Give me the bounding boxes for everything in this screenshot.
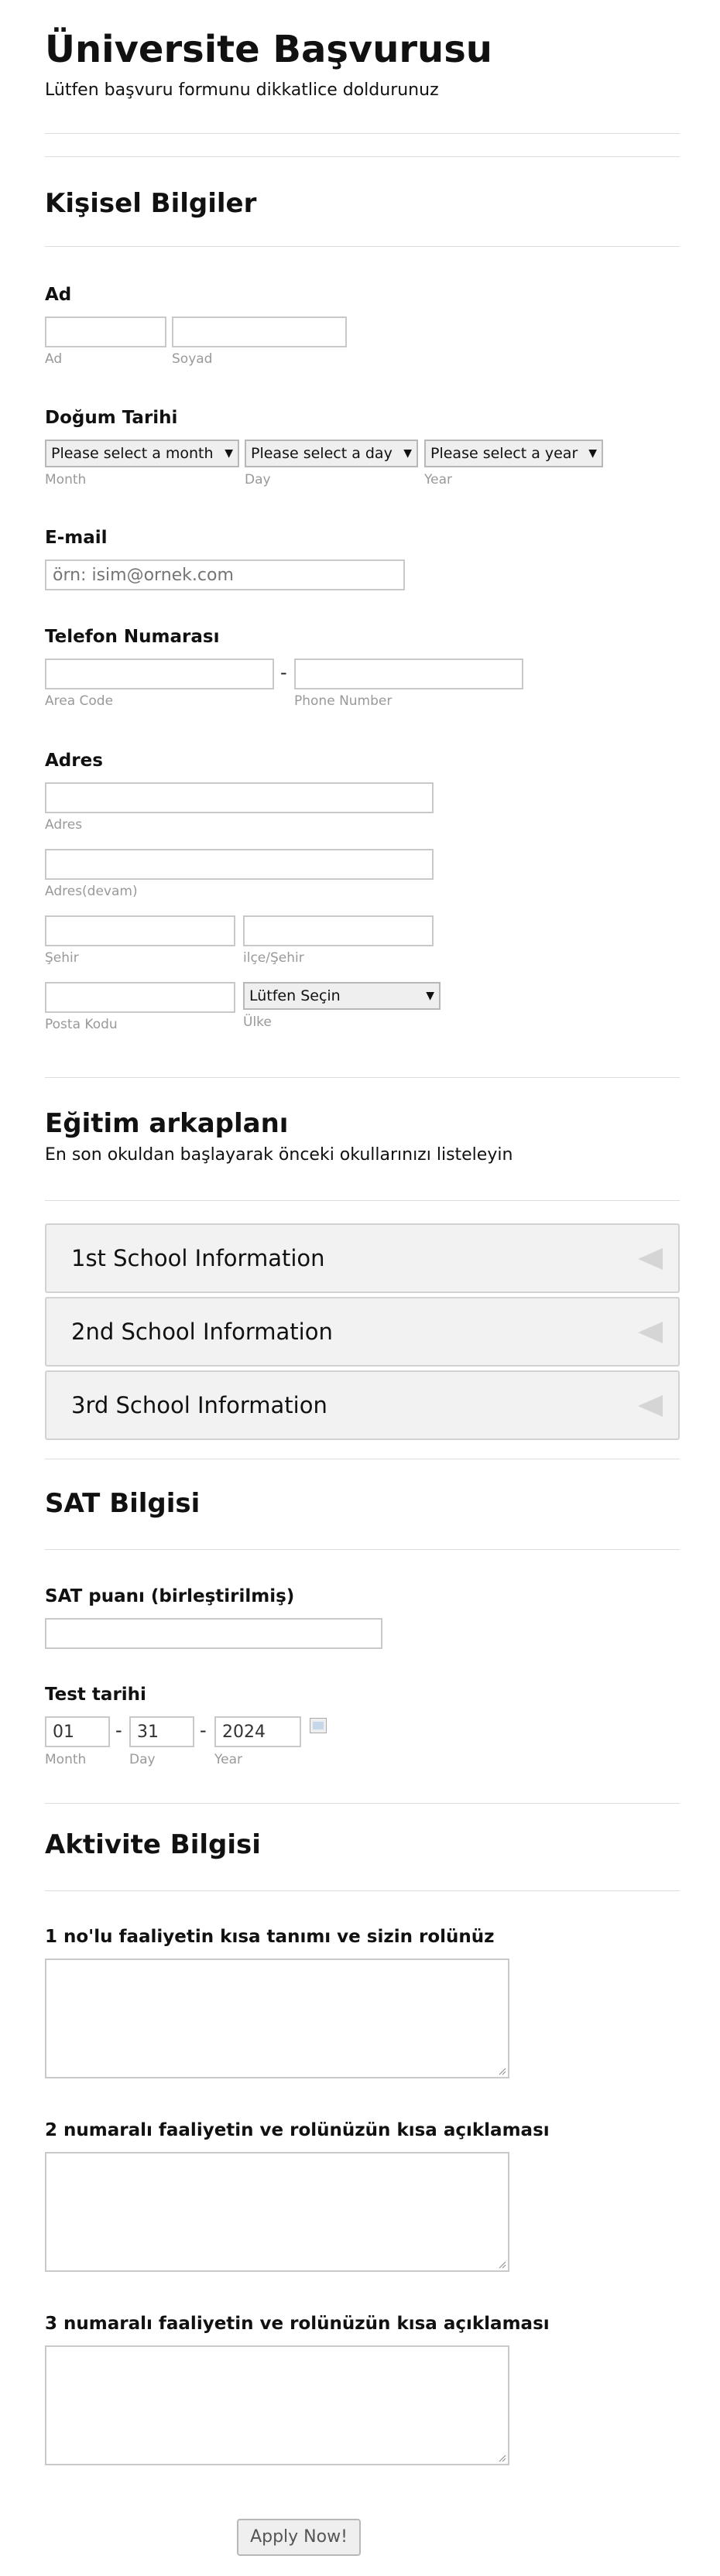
- country-value: Lütfen Seçin: [249, 987, 341, 1004]
- first-name-sublabel: Ad: [45, 351, 63, 367]
- birth-day-sublabel: Day: [245, 472, 271, 487]
- resize-grip-icon[interactable]: [497, 2453, 506, 2462]
- address-line1-input[interactable]: [45, 782, 434, 813]
- section-heading-personal: Kişisel Bilgiler: [45, 188, 257, 219]
- accordion-school-3[interactable]: [45, 1370, 680, 1440]
- test-day-input[interactable]: [129, 1716, 194, 1747]
- calendar-icon[interactable]: [310, 1718, 327, 1733]
- divider: [45, 1803, 680, 1804]
- education-subtitle: En son okuldan başlayarak önceki okullarınızı listeleyin: [45, 1145, 513, 1165]
- activity-3-label: 3 numaralı faaliyetin ve rolünüzün kısa açıklaması: [45, 2314, 550, 2334]
- activity-2-label: 2 numaralı faaliyetin ve rolünüzün kısa açıklaması: [45, 2120, 550, 2140]
- section-heading-activity: Aktivite Bilgisi: [45, 1829, 261, 1860]
- area-code-sublabel: Area Code: [45, 693, 114, 709]
- section-heading-education: Eğitim arkaplanı: [45, 1108, 289, 1139]
- email-label: E-mail: [45, 528, 108, 548]
- birth-month-select[interactable]: [45, 440, 239, 467]
- sat-score-label: SAT puanı (birleştirilmiş): [45, 1586, 295, 1606]
- last-name-input[interactable]: [172, 316, 347, 347]
- accordion-school-1[interactable]: [45, 1223, 680, 1293]
- resize-grip-icon[interactable]: [497, 2066, 506, 2075]
- test-day-sublabel: Day: [129, 1752, 156, 1767]
- area-code-input[interactable]: [45, 659, 274, 689]
- birth-date-label: Doğum Tarihi: [45, 408, 178, 428]
- city-sublabel: Şehir: [45, 950, 79, 966]
- activity-2-textarea[interactable]: [45, 2152, 509, 2272]
- last-name-sublabel: Soyad: [172, 351, 213, 367]
- page-subtitle: Lütfen başvuru formunu dikkatlice doldurunuz: [45, 80, 439, 100]
- test-year-input[interactable]: [214, 1716, 301, 1747]
- email-input[interactable]: [45, 559, 405, 590]
- name-label: Ad: [45, 285, 72, 305]
- test-month-sublabel: Month: [45, 1752, 87, 1767]
- city-input[interactable]: [45, 915, 235, 946]
- divider: [45, 1200, 680, 1201]
- birth-year-select[interactable]: [424, 440, 603, 467]
- expand-arrow-icon: [638, 1395, 663, 1417]
- birth-day-select[interactable]: [245, 440, 418, 467]
- chevron-down-icon: ▼: [403, 447, 412, 460]
- chevron-down-icon: ▼: [426, 990, 434, 1002]
- resize-grip-icon[interactable]: [497, 2260, 506, 2269]
- zip-code-sublabel: Posta Kodu: [45, 1017, 118, 1032]
- birth-year-value: Please select a year: [430, 445, 578, 462]
- address-line1-sublabel: Adres: [45, 817, 83, 833]
- zip-code-input[interactable]: [45, 982, 235, 1013]
- phone-separator: -: [280, 662, 287, 683]
- divider: [45, 246, 680, 247]
- birth-day-value: Please select a day: [251, 445, 393, 462]
- expand-arrow-icon: [638, 1248, 663, 1270]
- activity-3-textarea[interactable]: [45, 2345, 509, 2465]
- address-line2-sublabel: Adres(devam): [45, 884, 138, 899]
- test-date-label: Test tarihi: [45, 1685, 146, 1705]
- birth-year-sublabel: Year: [424, 472, 452, 487]
- activity-1-textarea[interactable]: [45, 1959, 509, 2078]
- country-sublabel: Ülke: [243, 1014, 272, 1030]
- page-title: Üniversite Başvurusu: [45, 28, 492, 71]
- date-separator: -: [115, 1719, 122, 1741]
- apply-now-button[interactable]: Apply Now!: [237, 2519, 361, 2556]
- chevron-down-icon: ▼: [588, 447, 597, 460]
- divider: [45, 1077, 680, 1078]
- divider: [45, 1890, 680, 1891]
- accordion-school-3-title: 3rd School Information: [71, 1392, 327, 1418]
- divider: [45, 133, 680, 134]
- birth-month-value: Please select a month: [51, 445, 214, 462]
- section-heading-sat: SAT Bilgisi: [45, 1488, 201, 1519]
- sat-score-input[interactable]: [45, 1618, 382, 1649]
- accordion-school-2-title: 2nd School Information: [71, 1319, 333, 1345]
- test-year-sublabel: Year: [214, 1752, 242, 1767]
- address-label: Adres: [45, 751, 103, 771]
- address-line2-input[interactable]: [45, 849, 434, 880]
- phone-number-sublabel: Phone Number: [294, 693, 393, 709]
- test-month-input[interactable]: [45, 1716, 110, 1747]
- expand-arrow-icon: [638, 1322, 663, 1343]
- district-input[interactable]: [243, 915, 434, 946]
- phone-label: Telefon Numarası: [45, 627, 220, 647]
- date-separator: -: [200, 1719, 207, 1741]
- first-name-input[interactable]: [45, 316, 166, 347]
- birth-month-sublabel: Month: [45, 472, 87, 487]
- activity-1-label: 1 no'lu faaliyetin kısa tanımı ve sizin rolünüz: [45, 1927, 495, 1947]
- district-sublabel: ilçe/Şehir: [243, 950, 304, 966]
- phone-number-input[interactable]: [294, 659, 523, 689]
- chevron-down-icon: ▼: [225, 447, 233, 460]
- accordion-school-1-title: 1st School Information: [71, 1245, 325, 1271]
- country-select[interactable]: [243, 982, 441, 1010]
- accordion-school-2[interactable]: [45, 1297, 680, 1367]
- divider: [45, 1549, 680, 1550]
- divider: [45, 156, 680, 157]
